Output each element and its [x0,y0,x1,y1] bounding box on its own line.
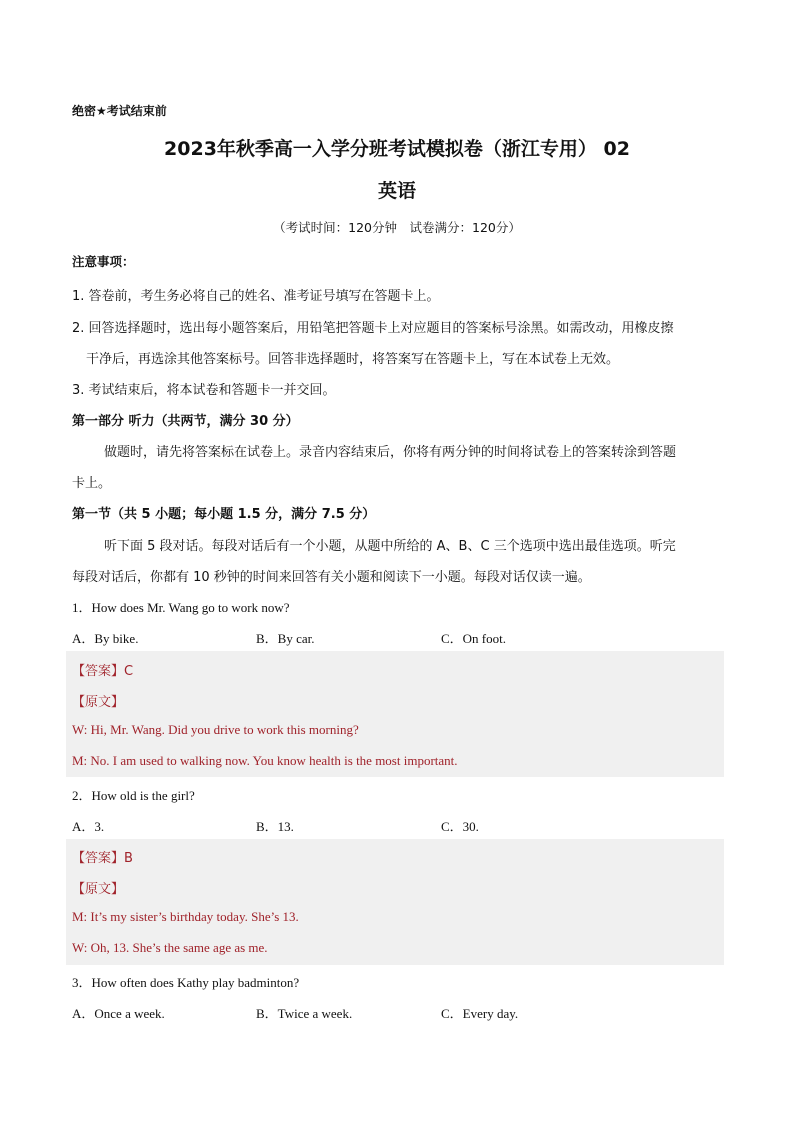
exam-time-info: （考试时间：120分钟 试卷满分：120分） [273,220,521,235]
notes-heading: 注意事项： [72,254,135,269]
question-2-stem: 2．How old is the girl? [72,788,195,803]
confidential-mark: 绝密★考试结束前 [72,104,167,118]
question-1-option-b: B．By car. [256,631,315,646]
notes-item-2-line-1: 2. 回答选择题时，选出每小题答案后，用铅笔把答题卡上对应题目的答案标号涂黑。如需改动，用橡皮擦 [72,321,674,336]
question-1-option-a: A．By bike. [72,631,139,646]
question-1-stem: 1．How does Mr. Wang go to work now? [72,600,290,615]
question-1-script-label: 【原文】 [72,695,125,710]
question-3-option-b: B．Twice a week. [256,1006,353,1021]
question-3-stem: 3．How often does Kathy play badminton? [72,975,300,990]
notes-item-2-line-2: 干净后，再选涂其他答案标号。回答非选择题时，将答案写在答题卡上，写在本试卷上无效。 [86,352,620,367]
question-2-option-c: C．30. [441,819,479,834]
notes-item-3: 3. 考试结束后，将本试卷和答题卡一并交回。 [72,383,336,398]
question-1-option-c: C．On foot. [441,631,507,646]
question-2-option-b: B．13. [256,819,294,834]
question-1-answer: 【答案】C [72,664,134,679]
section1-intro-line-1: 听下面 5 段对话。每段对话后有一个小题，从题中所给的 A、B、C 三个选项中选出最佳选项。听完 [104,539,676,554]
subject-title: 英语 [377,180,416,202]
section1-intro-line-2: 每段对话后，你都有 10 秒钟的时间来回答有关小题和阅读下一小题。每段对话仅读一遍。 [72,570,591,585]
question-2-script-line-2: W: Oh, 13. She’s the same age as me. [72,940,268,955]
question-2-answer: 【答案】B [72,851,133,866]
section1-heading: 第一节（共 5 小题；每小题 1.5 分，满分 7.5 分） [72,507,376,522]
part1-heading: 第一部分 听力（共两节，满分 30 分） [72,414,299,429]
notes-item-1: 1. 答卷前，考生务必将自己的姓名、准考证号填写在答题卡上。 [72,289,440,304]
part1-intro-line-1: 做题时，请先将答案标在试卷上。录音内容结束后，你将有两分钟的时间将试卷上的答案转涂到答题 [104,445,677,460]
question-2-script-label: 【原文】 [72,882,125,897]
question-3-option-c: C．Every day. [441,1006,519,1021]
exam-title: 2023年秋季高一入学分班考试模拟卷（浙江专用） 02 [164,138,630,160]
question-2-option-a: A．3. [72,819,105,834]
question-3-option-a: A．Once a week. [72,1006,165,1021]
question-1-script-line-2: M: No. I am used to walking now. You know health is the most important. [72,753,458,768]
part1-intro-line-2: 卡上。 [72,476,112,491]
question-1-script-line-1: W: Hi, Mr. Wang. Did you drive to work this morning? [72,722,359,737]
question-2-script-line-1: M: It’s my sister’s birthday today. She’s 13. [72,909,299,924]
